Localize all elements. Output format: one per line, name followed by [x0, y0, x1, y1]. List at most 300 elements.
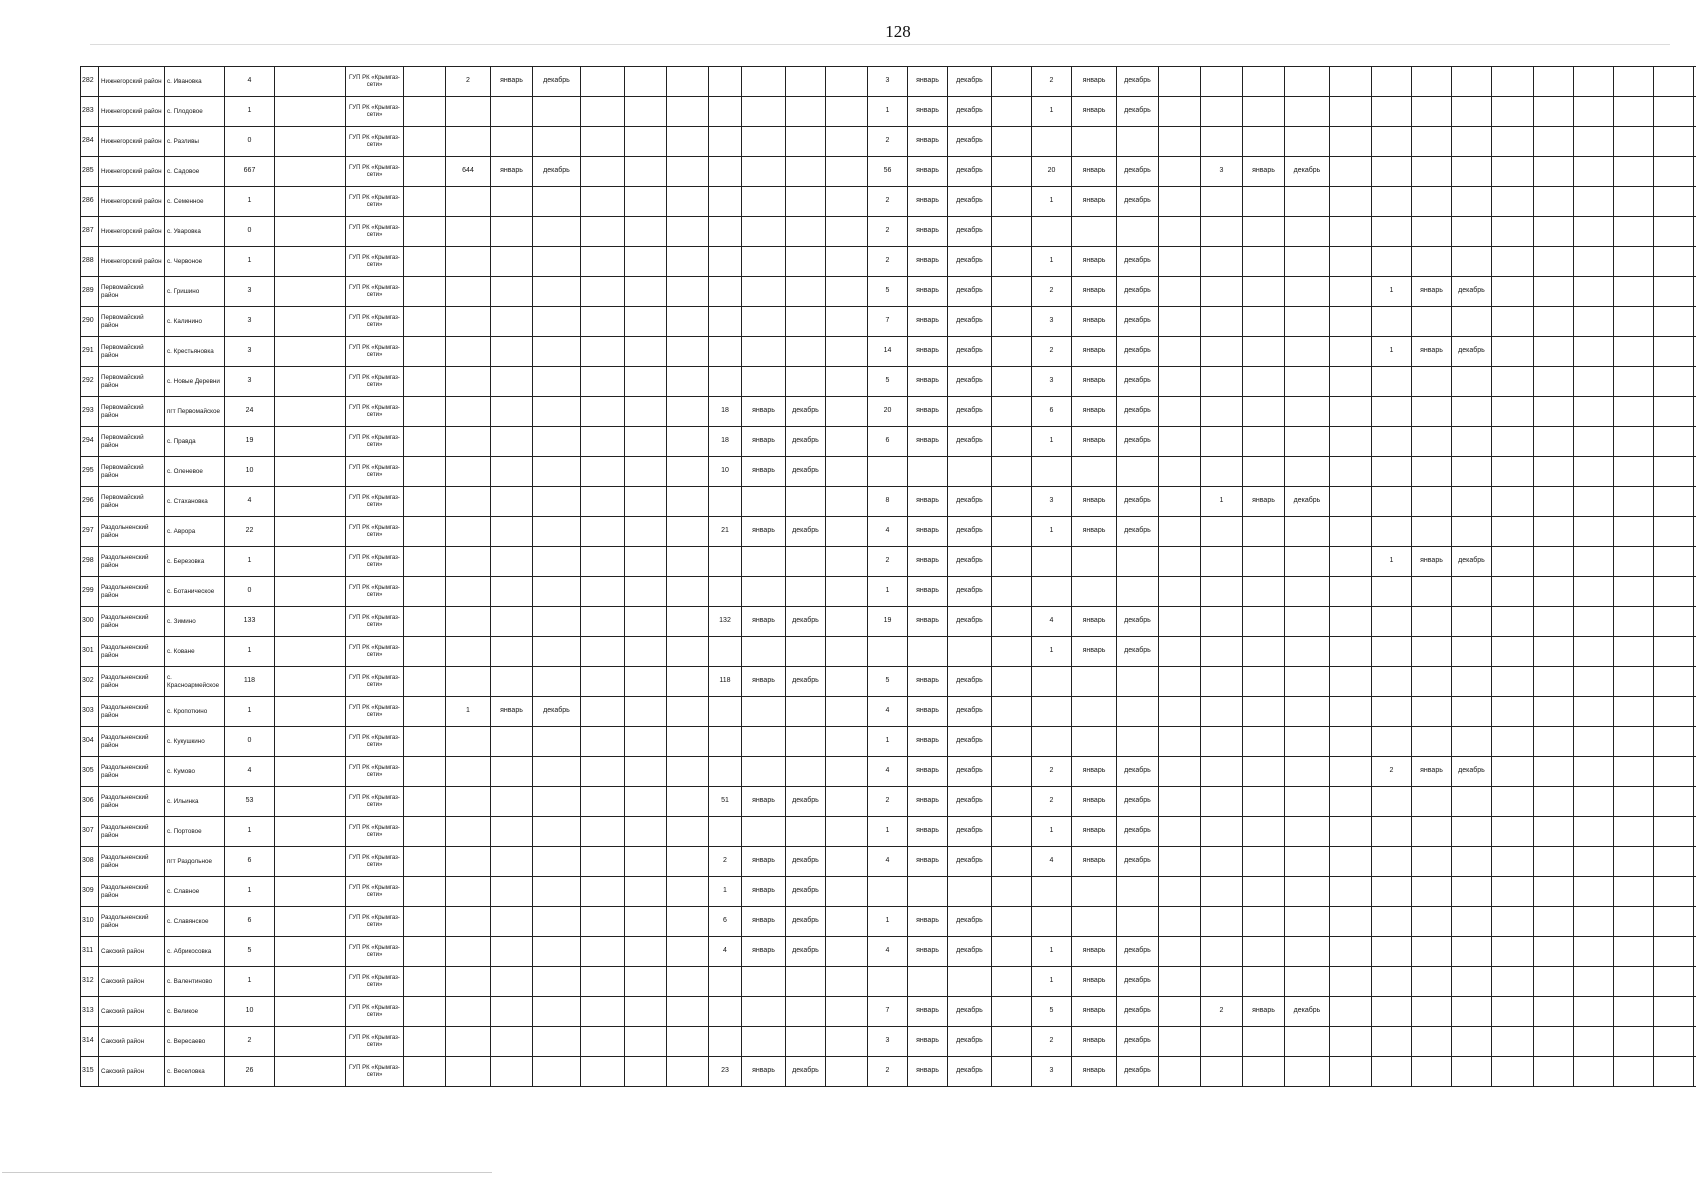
group-b-end-month — [786, 307, 826, 337]
group-d-end-month: декабрь — [1117, 337, 1159, 367]
empty-cell — [1159, 907, 1201, 937]
group-b-start-month: январь — [742, 457, 786, 487]
group-e-count — [1201, 727, 1243, 757]
empty-cell — [1534, 637, 1574, 667]
group-e-end-month — [1285, 907, 1330, 937]
empty-cell — [1654, 607, 1694, 637]
group-a-end-month — [533, 1057, 581, 1087]
empty-cell — [1492, 277, 1534, 307]
empty-cell — [1159, 607, 1201, 637]
empty-cell — [1159, 247, 1201, 277]
scan-artifact — [2, 1172, 492, 1173]
group-f-start-month — [1412, 697, 1452, 727]
empty-cell — [1492, 1057, 1534, 1087]
empty-cell — [1534, 547, 1574, 577]
group-b-start-month — [742, 1027, 786, 1057]
empty-cell — [826, 1027, 868, 1057]
group-e-end-month — [1285, 547, 1330, 577]
district-name: Сакский район — [99, 997, 165, 1027]
group-c-start-month: январь — [908, 337, 948, 367]
group-d-end-month: декабрь — [1117, 277, 1159, 307]
group-e-start-month — [1243, 907, 1285, 937]
empty-cell — [1534, 727, 1574, 757]
group-d-start-month: январь — [1072, 427, 1117, 457]
empty-cell — [404, 397, 446, 427]
group-f-count — [1372, 67, 1412, 97]
group-b-count — [709, 127, 742, 157]
group-e-end-month — [1285, 97, 1330, 127]
group-f-start-month: январь — [1412, 337, 1452, 367]
row-number: 305 — [81, 757, 99, 787]
empty-cell — [581, 967, 625, 997]
group-d-count: 1 — [1032, 187, 1072, 217]
group-f-count — [1372, 697, 1412, 727]
group-a-end-month — [533, 817, 581, 847]
group-c-start-month — [908, 457, 948, 487]
group-b-end-month — [786, 547, 826, 577]
empty-cell — [667, 547, 709, 577]
table-row — [81, 997, 1696, 1027]
group-d-start-month: январь — [1072, 517, 1117, 547]
empty-cell — [275, 607, 346, 637]
empty-cell — [992, 817, 1032, 847]
group-d-end-month: декабрь — [1117, 817, 1159, 847]
empty-cell — [1492, 907, 1534, 937]
empty-cell — [1534, 217, 1574, 247]
group-d-start-month: январь — [1072, 787, 1117, 817]
empty-cell — [1330, 277, 1372, 307]
group-e-count — [1201, 337, 1243, 367]
total-count: 10 — [225, 997, 275, 1027]
group-c-count: 1 — [868, 577, 908, 607]
group-b-end-month: декабрь — [786, 847, 826, 877]
empty-cell — [404, 127, 446, 157]
empty-cell — [1534, 397, 1574, 427]
group-b-end-month: декабрь — [786, 607, 826, 637]
group-a-end-month — [533, 517, 581, 547]
group-f-count — [1372, 817, 1412, 847]
group-a-count — [446, 547, 491, 577]
empty-cell — [404, 997, 446, 1027]
group-f-start-month — [1412, 937, 1452, 967]
empty-cell — [1574, 367, 1614, 397]
organization-name: ГУП РК «Крымгаз-сети» — [346, 517, 404, 547]
empty-cell — [275, 907, 346, 937]
empty-cell — [826, 697, 868, 727]
empty-cell — [1330, 367, 1372, 397]
empty-cell — [1614, 487, 1654, 517]
locality-name: с. Аврора — [165, 517, 225, 547]
empty-cell — [581, 307, 625, 337]
empty-cell — [667, 277, 709, 307]
group-f-end-month — [1452, 637, 1492, 667]
group-c-count: 5 — [868, 277, 908, 307]
group-d-start-month — [1072, 727, 1117, 757]
group-e-start-month: январь — [1243, 997, 1285, 1027]
group-c-end-month — [948, 967, 992, 997]
group-f-count — [1372, 907, 1412, 937]
group-f-start-month — [1412, 97, 1452, 127]
empty-cell — [1159, 397, 1201, 427]
group-c-start-month: январь — [908, 547, 948, 577]
empty-cell — [667, 967, 709, 997]
empty-cell — [992, 967, 1032, 997]
empty-cell — [826, 787, 868, 817]
group-f-start-month — [1412, 307, 1452, 337]
empty-cell — [404, 247, 446, 277]
group-a-count — [446, 487, 491, 517]
empty-cell — [992, 607, 1032, 637]
empty-cell — [1574, 67, 1614, 97]
group-d-count: 2 — [1032, 277, 1072, 307]
table-row — [81, 907, 1696, 937]
empty-cell — [1574, 877, 1614, 907]
empty-cell — [625, 697, 667, 727]
district-name: Сакский район — [99, 1057, 165, 1087]
group-a-end-month — [533, 247, 581, 277]
empty-cell — [1534, 517, 1574, 547]
empty-cell — [275, 397, 346, 427]
empty-cell — [275, 847, 346, 877]
empty-cell — [1654, 547, 1694, 577]
table-row — [81, 337, 1696, 367]
organization-name: ГУП РК «Крымгаз-сети» — [346, 367, 404, 397]
group-f-end-month: декабрь — [1452, 337, 1492, 367]
group-d-end-month: декабрь — [1117, 187, 1159, 217]
group-c-end-month: декабрь — [948, 97, 992, 127]
empty-cell — [1492, 367, 1534, 397]
group-d-end-month: декабрь — [1117, 967, 1159, 997]
group-c-end-month: декабрь — [948, 787, 992, 817]
empty-cell — [1654, 967, 1694, 997]
group-b-count — [709, 487, 742, 517]
empty-cell — [826, 67, 868, 97]
empty-cell — [275, 157, 346, 187]
scan-artifact — [90, 44, 1670, 45]
empty-cell — [1330, 787, 1372, 817]
empty-cell — [1159, 337, 1201, 367]
empty-cell — [1574, 547, 1614, 577]
group-f-count: 1 — [1372, 547, 1412, 577]
empty-cell — [1159, 817, 1201, 847]
empty-cell — [1492, 967, 1534, 997]
group-d-end-month: декабрь — [1117, 1057, 1159, 1087]
group-c-end-month: декабрь — [948, 697, 992, 727]
empty-cell — [625, 547, 667, 577]
group-a-end-month — [533, 277, 581, 307]
group-b-end-month — [786, 697, 826, 727]
empty-cell — [1534, 577, 1574, 607]
group-d-start-month: январь — [1072, 307, 1117, 337]
row-number: 310 — [81, 907, 99, 937]
empty-cell — [625, 727, 667, 757]
group-a-end-month — [533, 217, 581, 247]
empty-cell — [1534, 187, 1574, 217]
organization-name: ГУП РК «Крымгаз-сети» — [346, 487, 404, 517]
district-name: Первомайский район — [99, 397, 165, 427]
empty-cell — [1574, 427, 1614, 457]
group-d-count: 2 — [1032, 787, 1072, 817]
group-c-count: 1 — [868, 97, 908, 127]
group-d-start-month — [1072, 697, 1117, 727]
empty-cell — [625, 877, 667, 907]
empty-cell — [404, 367, 446, 397]
empty-cell — [1159, 127, 1201, 157]
group-b-count — [709, 247, 742, 277]
row-number: 296 — [81, 487, 99, 517]
empty-cell — [1654, 817, 1694, 847]
empty-cell — [1492, 427, 1534, 457]
group-f-count: 1 — [1372, 337, 1412, 367]
district-name: Сакский район — [99, 967, 165, 997]
empty-cell — [1654, 997, 1694, 1027]
row-number: 304 — [81, 727, 99, 757]
group-f-count: 1 — [1372, 277, 1412, 307]
empty-cell — [667, 487, 709, 517]
group-a-end-month — [533, 667, 581, 697]
empty-cell — [1492, 187, 1534, 217]
group-e-start-month — [1243, 607, 1285, 637]
empty-cell — [992, 1027, 1032, 1057]
group-f-start-month — [1412, 517, 1452, 547]
group-e-count — [1201, 697, 1243, 727]
empty-cell — [1574, 187, 1614, 217]
group-c-end-month: декабрь — [948, 307, 992, 337]
district-name: Раздольненский район — [99, 847, 165, 877]
group-f-end-month — [1452, 247, 1492, 277]
group-e-end-month — [1285, 937, 1330, 967]
empty-cell — [1330, 1057, 1372, 1087]
group-c-end-month: декабрь — [948, 247, 992, 277]
group-b-count — [709, 157, 742, 187]
group-d-end-month — [1117, 127, 1159, 157]
group-e-start-month: январь — [1243, 157, 1285, 187]
group-a-count — [446, 607, 491, 637]
group-c-start-month: январь — [908, 667, 948, 697]
group-e-count: 2 — [1201, 997, 1243, 1027]
group-a-count: 2 — [446, 67, 491, 97]
empty-cell — [1330, 937, 1372, 967]
group-b-count: 21 — [709, 517, 742, 547]
group-f-count — [1372, 187, 1412, 217]
empty-cell — [1534, 997, 1574, 1027]
group-e-end-month — [1285, 757, 1330, 787]
group-e-count — [1201, 577, 1243, 607]
group-f-end-month — [1452, 127, 1492, 157]
group-e-start-month — [1243, 637, 1285, 667]
row-number: 295 — [81, 457, 99, 487]
empty-cell — [826, 607, 868, 637]
group-b-start-month — [742, 817, 786, 847]
group-f-end-month — [1452, 397, 1492, 427]
group-d-start-month: январь — [1072, 1057, 1117, 1087]
empty-cell — [826, 757, 868, 787]
group-d-end-month: декабрь — [1117, 157, 1159, 187]
group-f-count — [1372, 637, 1412, 667]
group-d-start-month — [1072, 577, 1117, 607]
empty-cell — [581, 457, 625, 487]
empty-cell — [625, 277, 667, 307]
district-name: Первомайский район — [99, 427, 165, 457]
empty-cell — [1614, 667, 1654, 697]
group-e-start-month — [1243, 817, 1285, 847]
row-number: 287 — [81, 217, 99, 247]
group-a-start-month — [491, 937, 533, 967]
group-e-end-month — [1285, 307, 1330, 337]
empty-cell — [1492, 547, 1534, 577]
group-b-end-month: декабрь — [786, 517, 826, 547]
empty-cell — [992, 667, 1032, 697]
empty-cell — [1614, 367, 1654, 397]
empty-cell — [625, 487, 667, 517]
locality-name: с. Великое — [165, 997, 225, 1027]
group-b-count — [709, 547, 742, 577]
total-count: 19 — [225, 427, 275, 457]
group-f-count — [1372, 607, 1412, 637]
group-d-count — [1032, 217, 1072, 247]
empty-cell — [625, 217, 667, 247]
group-b-end-month — [786, 247, 826, 277]
empty-cell — [826, 967, 868, 997]
group-e-end-month — [1285, 967, 1330, 997]
group-a-count — [446, 877, 491, 907]
row-number: 293 — [81, 397, 99, 427]
group-d-count: 3 — [1032, 1057, 1072, 1087]
group-a-start-month — [491, 1057, 533, 1087]
group-e-count — [1201, 1057, 1243, 1087]
group-a-start-month — [491, 457, 533, 487]
group-a-end-month — [533, 607, 581, 637]
group-e-end-month — [1285, 607, 1330, 637]
row-number: 284 — [81, 127, 99, 157]
group-f-end-month — [1452, 217, 1492, 247]
group-f-count — [1372, 1057, 1412, 1087]
district-name: Нижнегорский район — [99, 217, 165, 247]
group-a-start-month — [491, 517, 533, 547]
group-f-end-month — [1452, 517, 1492, 547]
group-c-end-month: декабрь — [948, 427, 992, 457]
empty-cell — [1574, 337, 1614, 367]
group-c-start-month: январь — [908, 367, 948, 397]
empty-cell — [1654, 337, 1694, 367]
organization-name: ГУП РК «Крымгаз-сети» — [346, 637, 404, 667]
group-e-end-month — [1285, 67, 1330, 97]
empty-cell — [1159, 277, 1201, 307]
empty-cell — [404, 847, 446, 877]
group-e-end-month: декабрь — [1285, 157, 1330, 187]
empty-cell — [581, 1057, 625, 1087]
empty-cell — [1574, 577, 1614, 607]
group-b-end-month: декабрь — [786, 397, 826, 427]
group-f-start-month — [1412, 487, 1452, 517]
group-e-start-month — [1243, 937, 1285, 967]
locality-name: с. Зимино — [165, 607, 225, 637]
empty-cell — [1159, 757, 1201, 787]
group-a-count — [446, 907, 491, 937]
group-e-start-month — [1243, 427, 1285, 457]
empty-cell — [404, 637, 446, 667]
empty-cell — [1614, 817, 1654, 847]
group-b-count — [709, 817, 742, 847]
group-a-end-month — [533, 337, 581, 367]
empty-cell — [1330, 337, 1372, 367]
empty-cell — [275, 547, 346, 577]
empty-cell — [1534, 457, 1574, 487]
group-c-end-month: декабрь — [948, 667, 992, 697]
group-d-count: 2 — [1032, 337, 1072, 367]
empty-cell — [1654, 667, 1694, 697]
empty-cell — [1574, 757, 1614, 787]
group-e-count — [1201, 367, 1243, 397]
empty-cell — [1492, 337, 1534, 367]
locality-name: с. Уваровка — [165, 217, 225, 247]
group-b-start-month: январь — [742, 847, 786, 877]
group-a-start-month: январь — [491, 67, 533, 97]
group-d-count — [1032, 727, 1072, 757]
empty-cell — [992, 97, 1032, 127]
table-row — [81, 427, 1696, 457]
group-a-count — [446, 97, 491, 127]
group-e-start-month — [1243, 847, 1285, 877]
group-f-count — [1372, 367, 1412, 397]
group-e-count — [1201, 277, 1243, 307]
group-a-count — [446, 1027, 491, 1057]
row-number: 300 — [81, 607, 99, 637]
empty-cell — [404, 697, 446, 727]
group-f-count — [1372, 427, 1412, 457]
district-name: Раздольненский район — [99, 787, 165, 817]
empty-cell — [992, 907, 1032, 937]
group-b-count — [709, 697, 742, 727]
locality-name: с. Червоное — [165, 247, 225, 277]
empty-cell — [1654, 517, 1694, 547]
group-d-end-month: декабрь — [1117, 427, 1159, 457]
table-row — [81, 187, 1696, 217]
group-a-start-month — [491, 817, 533, 847]
organization-name: ГУП РК «Крымгаз-сети» — [346, 97, 404, 127]
group-a-count — [446, 967, 491, 997]
empty-cell — [404, 967, 446, 997]
empty-cell — [581, 127, 625, 157]
total-count: 10 — [225, 457, 275, 487]
empty-cell — [404, 97, 446, 127]
group-e-end-month — [1285, 127, 1330, 157]
empty-cell — [1534, 307, 1574, 337]
empty-cell — [1654, 457, 1694, 487]
group-e-start-month — [1243, 877, 1285, 907]
empty-cell — [1654, 487, 1694, 517]
district-name: Раздольненский район — [99, 757, 165, 787]
locality-name: с. Новые Деревни — [165, 367, 225, 397]
group-b-end-month — [786, 97, 826, 127]
empty-cell — [581, 517, 625, 547]
empty-cell — [1534, 67, 1574, 97]
empty-cell — [1492, 217, 1534, 247]
group-f-start-month — [1412, 67, 1452, 97]
group-a-count — [446, 787, 491, 817]
group-f-end-month — [1452, 307, 1492, 337]
empty-cell — [1492, 577, 1534, 607]
group-c-end-month — [948, 877, 992, 907]
group-d-count: 3 — [1032, 487, 1072, 517]
empty-cell — [992, 157, 1032, 187]
empty-cell — [1159, 1027, 1201, 1057]
locality-name: с. Абрикосовка — [165, 937, 225, 967]
group-b-count — [709, 97, 742, 127]
locality-name: с. Садовое — [165, 157, 225, 187]
empty-cell — [1534, 967, 1574, 997]
group-c-end-month: декабрь — [948, 187, 992, 217]
